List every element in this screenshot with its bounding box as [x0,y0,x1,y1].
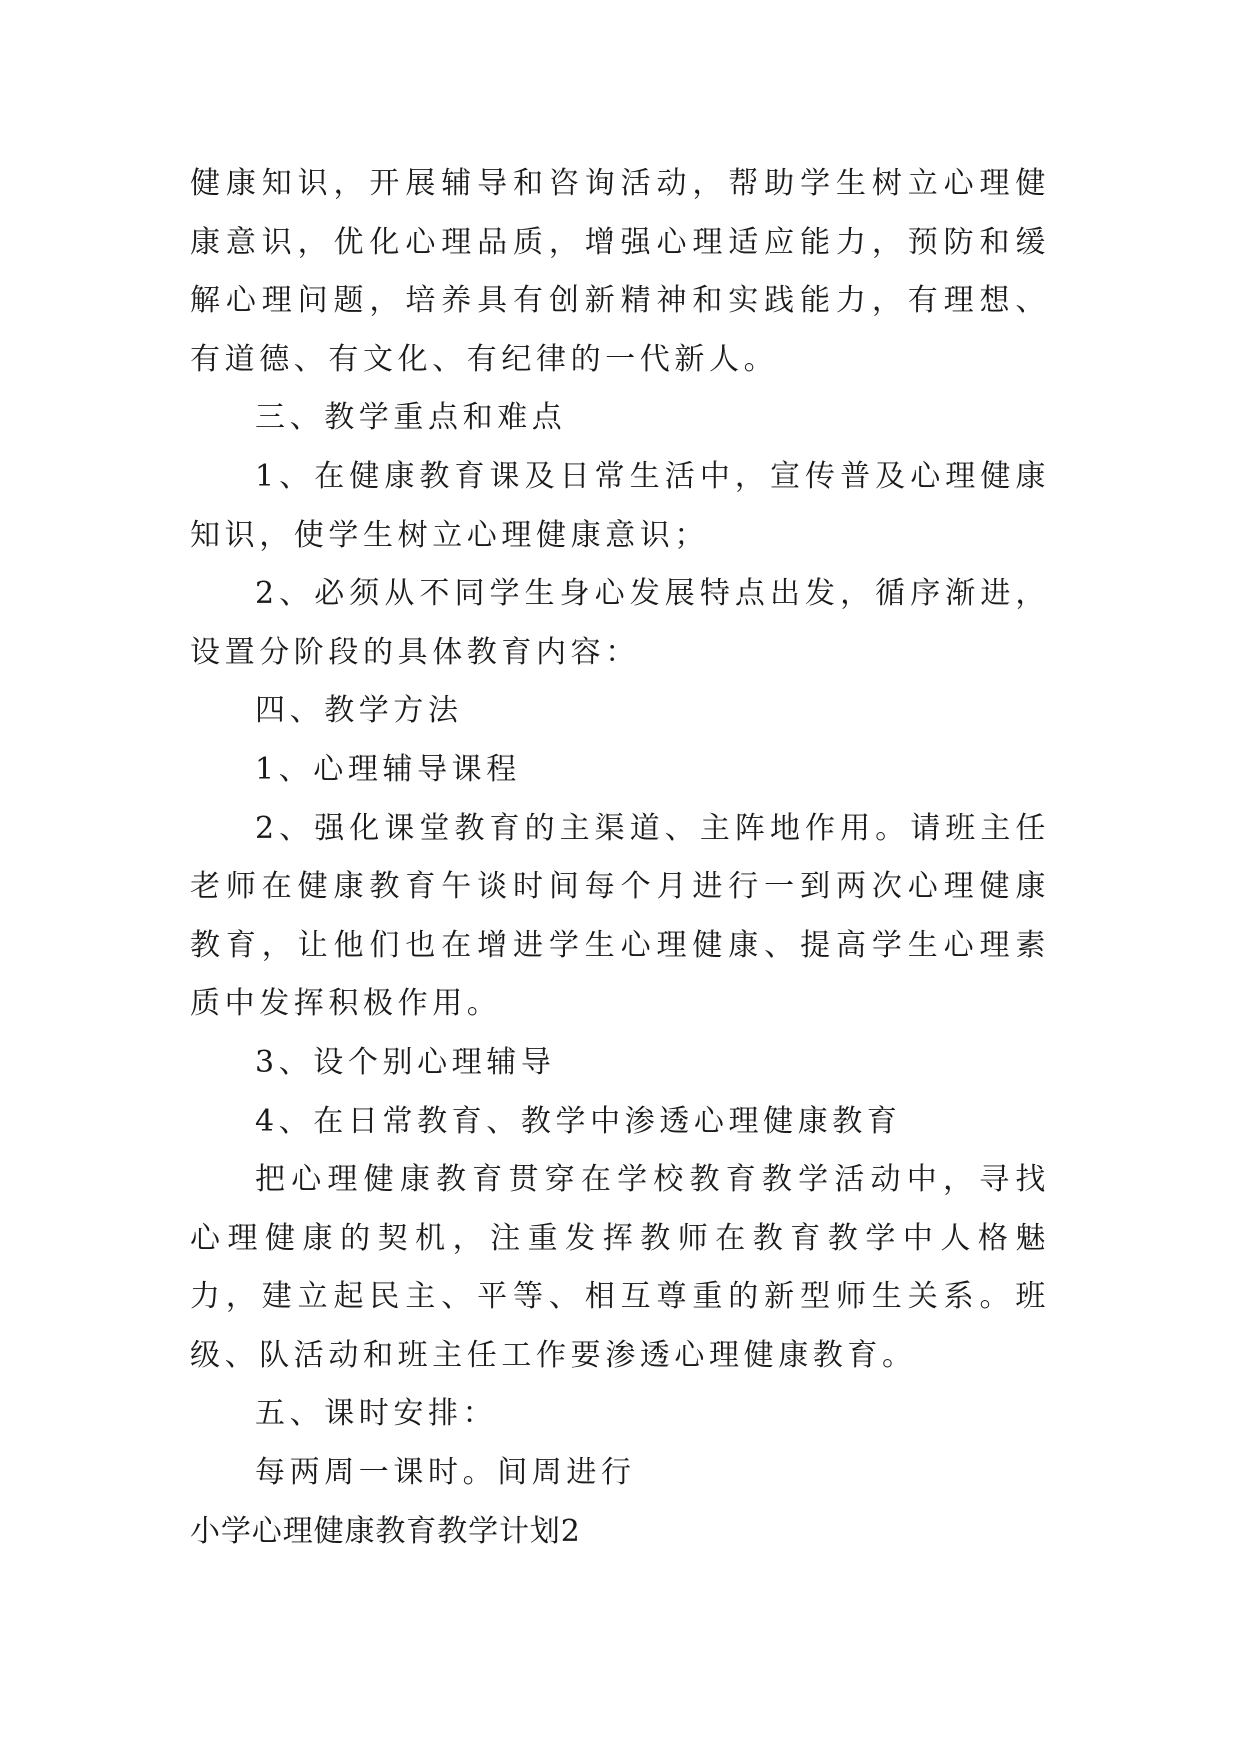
key-point-1: 1、在健康教育课及日常生活中，宣传普及心理健康知识，使学生树立心理健康意识； [190,458,1050,553]
method-3: 3、设个别心理辅导 [255,1044,556,1080]
heading-key-points: 三、教学重点和难点 [255,400,567,436]
heading-class-schedule: 五、课时安排： [255,1396,498,1432]
paragraph-objectives-continued: 健康知识，开展辅导和咨询活动，帮助学生树立心理健康意识，优化心理品质，增强心理适应能力，预防和缓解心理问题，培养具有创新精神和实践能力，有理想、有道德、有文化、有纪律的一代新人。 [190,166,1050,377]
section-title: 小学心理健康教育教学计划2 [190,1513,581,1549]
heading-teaching-methods: 四、教学方法 [255,693,463,729]
paragraph-schedule-detail: 每两周一课时。间周进行 [255,1455,636,1491]
paragraph-method-4-detail: 把心理健康教育贯穿在学校教育教学活动中，寻找心理健康的契机，注重发挥教师在教育教学中人格魅力，建立起民主、平等、相互尊重的新型师生关系。班级、队活动和班主任工作要渗透心理健康教育。 [190,1162,1050,1373]
method-4: 4、在日常教育、教学中渗透心理健康教育 [255,1103,902,1139]
method-1: 1、心理辅导课程 [255,751,521,787]
document-body [190,155,1050,1561]
method-2: 2、强化课堂教育的主渠道、主阵地作用。请班主任老师在健康教育午谈时间每个月进行一到两次心理健康教育，让他们也在增进学生心理健康、提高学生心理素质中发挥积极作用。 [190,810,1050,1022]
key-point-2: 2、必须从不同学生身心发展特点出发，循序渐进，设置分阶段的具体教育内容： [190,576,1050,670]
